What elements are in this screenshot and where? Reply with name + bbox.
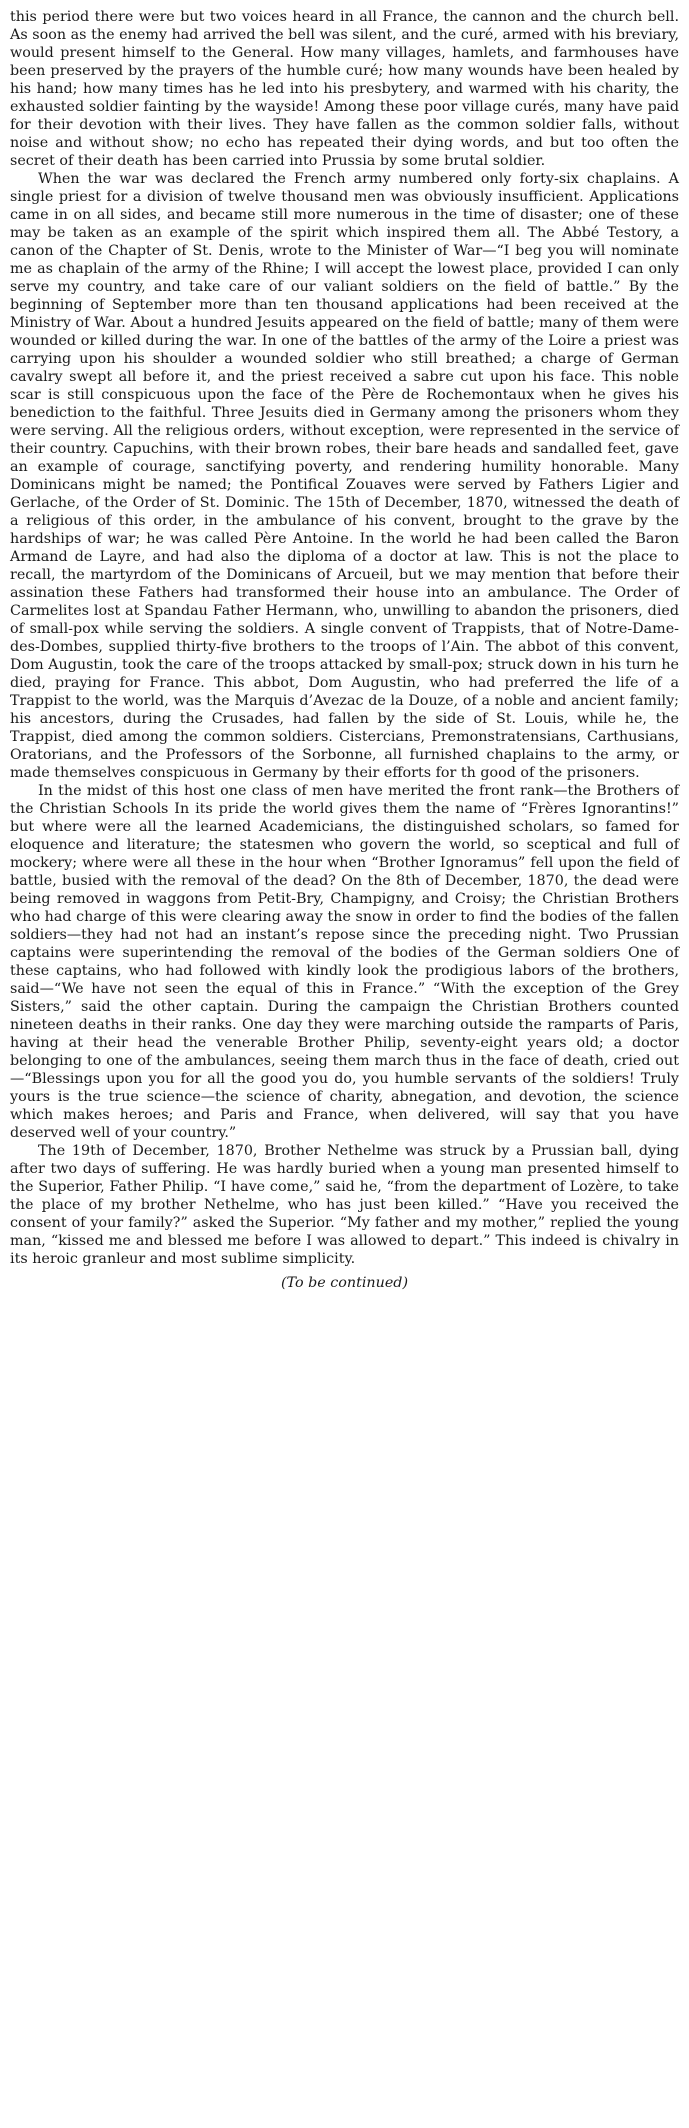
paragraph-christian-brothers: In the midst of this host one class of men have merited the front rank—the Brothers of the Christian Schools In its pride the world gives them the name of “Frères Ignorantins!” but where were all the learned Academicians, the distinguished scholars, so famed for eloquence and literature; the statesmen who govern the world, so sceptical and full of mockery; where were all these in the hour when “Brother Ignoramus” fell upon the field of battle, busied with the removal of the dead? On the 8th of December, 1870, the dead were being removed in waggons from Petit-Bry, Champigny, and Croisy; the Christian Brothers who had charge of this were clearing away the snow in order to find the bodies of the fallen soldiers—they had not had an instant’s repose since the preceding night. Two Prussian captains were superintending the removal of the bodies of the German soldiers One of these captains, who had followed with kindly look the prodigious labors of the brothers, said—“We have not seen the equal of this in France.” “With the exception of the Grey Sisters,” said the other captain. During the campaign the Christian Brothers counted nineteen deaths in their ranks. One day they were marching outside the ramparts of Paris, having at their head the venerable Brother Philip, seventy-eight years old; a doctor belonging to one of the ambulances, seeing them march thus in the face of death, cried out —“Blessings upon you for all the good you do, you humble servants of the soldiers! Truly yours is the true science—the science of charity, abnegation, and devotion, the science which makes heroes; and Paris and France, when delivered, will say that you have deserved well of your country.” [10,783,679,1141]
paragraph-village-cures: this period there were but two voices heard in all France, the cannon and the church bell. As soon as the enemy had arrived the bell was silent, and the curé, armed with his breviary, would present himself to the General. How many villages, hamlets, and farmhouses have been preserved by the prayers of the humble curé; how many wounds have been healed by his hand; how many times has he led into his presbytery, and warmed with his charity, the exhausted soldier fainting by the wayside! Among these poor village curés, many have paid for their devotion with their lives. They have fallen as the common soldier falls, without noise and without show; no echo has repeated their dying words, and but too often the secret of their death has been carried into Prussia by some brutal soldier. [10,9,679,169]
to-be-continued-note: (To be continued) [280,1275,409,1291]
paragraph-brother-nethelme: The 19th of December, 1870, Brother Nethelme was struck by a Prussian ball, dying after two days of suffering. He was hardly buried when a young man presented himself to the Superior, Father Philip. “I have come,” said he, “from the department of Lozère, to take the place of my brother Nethelme, who has just been killed.” “Have you received the consent of your family?” asked the Superior. “My father and my mother,” replied the young man, “kissed me and blessed me before I was allowed to depart.” This indeed is chivalry in its heroic granleur and most sublime simplicity. [10,1143,679,1267]
paragraph-chaplains: When the war was declared the French army numbered only forty-six chaplains. A single priest for a division of twelve thousand men was obviously insufficient. Applications came in on all sides, and became still more numerous in the time of disaster; one of these may be taken as an example of the spirit which inspired them all. The Abbé Testory, a canon of the Chapter of St. Denis, wrote to the Minister of War—“I beg you will nominate me as chaplain of the army of the Rhine; I will accept the lowest place, provided I can only serve my country, and take care of our valiant soldiers on the field of battle.” By the beginning of September more than ten thousand applications had been received at the Ministry of War. About a hundred Jesuits appeared on the field of battle; many of them were wounded or killed during the war. In one of the battles of the army of the Loire a priest was carrying upon his shoulder a wounded soldier who still breathed; a charge of German cavalry swept all before it, and the priest received a sabre cut upon his face. This noble scar is still conspicuous upon the face of the Père de Rochemontaux when he gives his benediction to the faithful. Three Jesuits died in Germany among the prisoners whom they were serving. All the religious orders, without exception, were represented in the service of their country. Capuchins, with their brown robes, their bare heads and sandalled feet, gave an example of courage, sanctifying poverty, and rendering humility honorable. Many Dominicans might be named; the Pontifical Zouaves were served by Fathers Ligier and Gerlache, of the Order of St. Dominic. The 15th of December, 1870, witnessed the death of a religious of this order, in the ambulance of his convent, brought to the grave by the hardships of war; he was called Père Antoine. In the world he had been called the Baron Armand de Layre, and had also the diploma of a doctor at law. This is not the place to recall, the martyrdom of the Dominicans of Arcueil, but we may mention that before their assination these Fathers had transformed their house into an ambulance. The Order of Carmelites lost at Spandau Father Hermann, who, unwilling to abandon the prisoners, died of small-pox while serving the soldiers. A single convent of Trappists, that of Notre-Dame-des-Dombes, supplied thirty-five brothers to the troops of l’Ain. The abbot of this convent, Dom Augustin, took the care of the troops attacked by small-pox; struck down in his turn he died, praying for France. This abbot, Dom Augustin, who had preferred the life of a Trappist to the world, was the Marquis d’Avezac de la Douze, of a noble and ancient family; his ancestors, during the Crusades, had fallen by the side of St. Louis, while he, the Trappist, died among the common soldiers. Cistercians, Premonstratensians, Carthusians, Oratorians, and the Professors of the Sorbonne, all furnished chaplains to the army, or made themselves conspicuous in Germany by their efforts for th good of the prisoners. [10,171,679,781]
